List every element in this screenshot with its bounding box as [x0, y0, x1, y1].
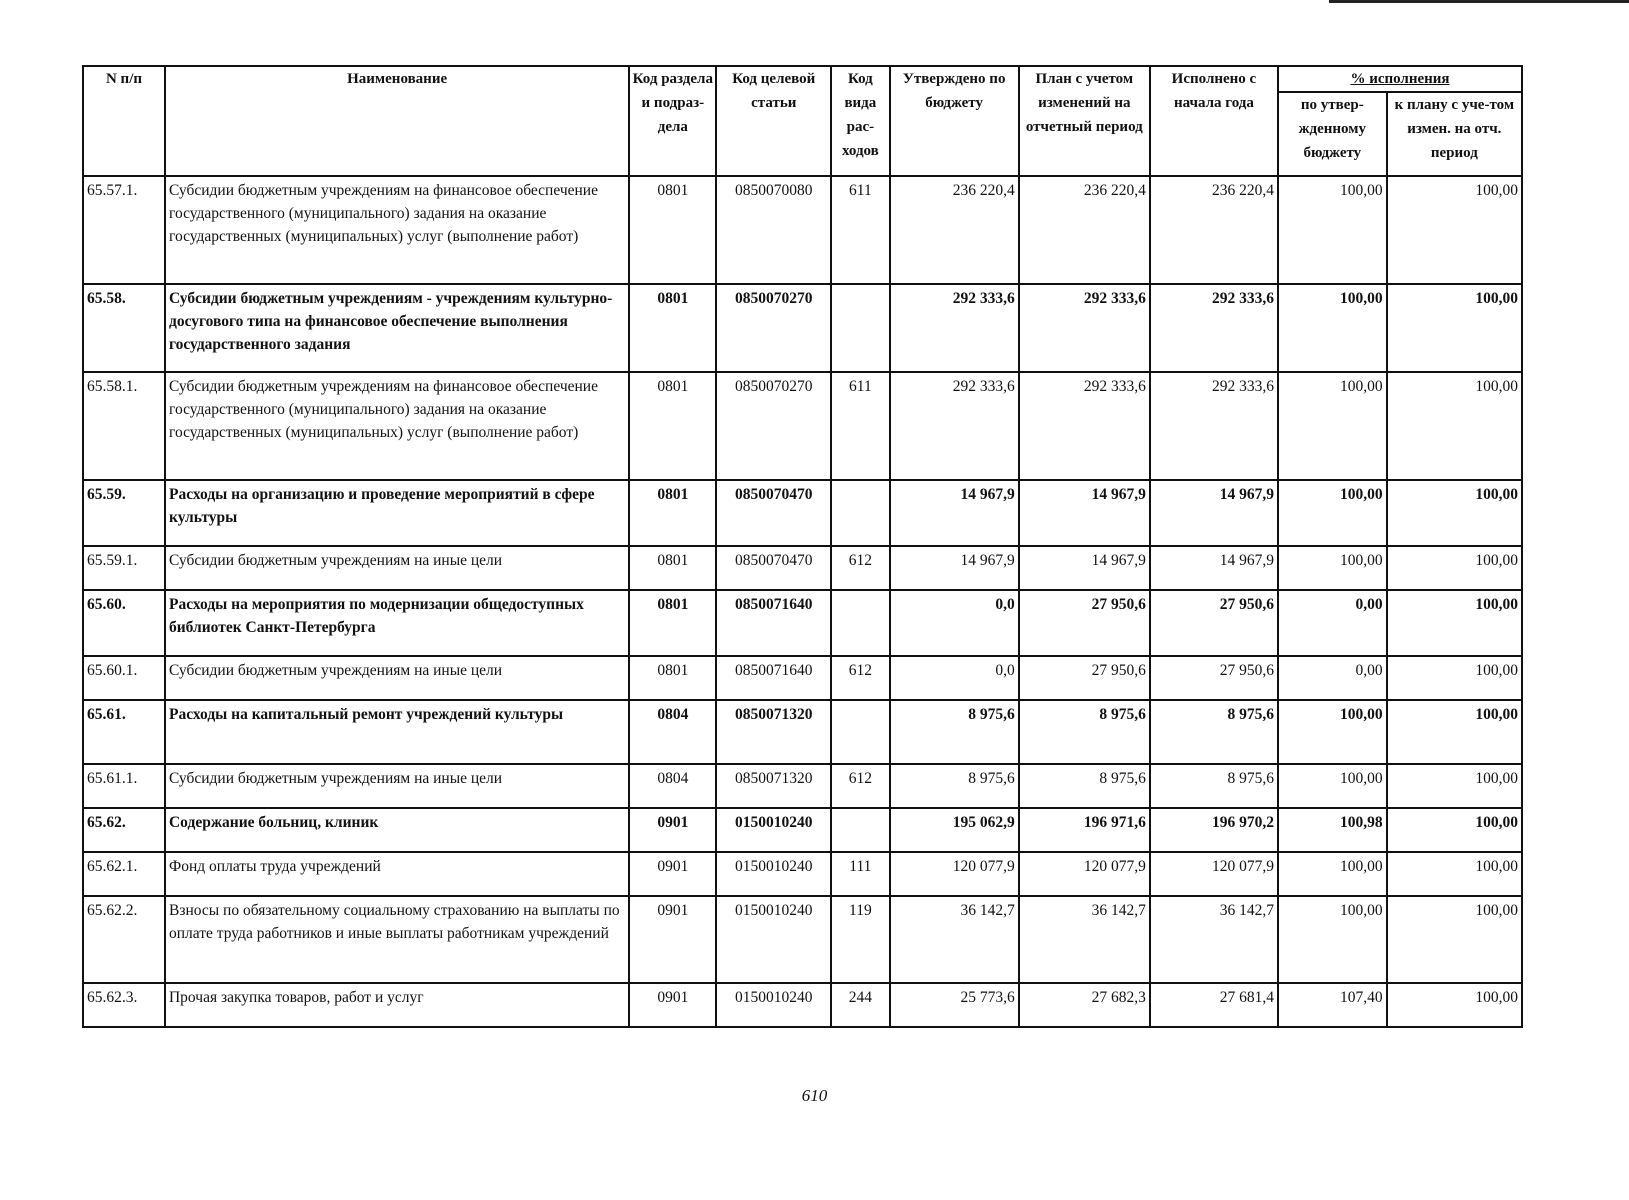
- col-head-num: N п/п: [83, 66, 165, 176]
- cell-pct-budget: 100,00: [1278, 546, 1387, 590]
- cell-razdel: 0801: [629, 546, 716, 590]
- cell-utv: 195 062,9: [890, 808, 1019, 852]
- cell-celevaya: 0150010240: [716, 983, 831, 1027]
- cell-isp: 292 333,6: [1150, 372, 1278, 480]
- cell-pct-budget: 100,00: [1278, 176, 1387, 284]
- cell-plan: 292 333,6: [1019, 284, 1150, 372]
- cell-utv: 25 773,6: [890, 983, 1019, 1027]
- cell-celevaya: 0150010240: [716, 808, 831, 852]
- cell-isp: 27 950,6: [1150, 590, 1278, 656]
- cell-name: Взносы по обязательному социальному страхованию на выплаты по оплате труда работников и иные выплаты работникам учреждений: [165, 896, 629, 983]
- cell-razdel: 0801: [629, 284, 716, 372]
- cell-celevaya: 0150010240: [716, 896, 831, 983]
- col-head-plan: План с учетом изменений на отчетный период: [1019, 66, 1150, 176]
- col-head-razdel: Код раздела и подраз-дела: [629, 66, 716, 176]
- cell-vid: [831, 808, 889, 852]
- table-row: [83, 372, 1522, 480]
- cell-name: Субсидии бюджетным учреждениям на финансовое обеспечение государственного (муниципального) задания на оказание государственных (муниципальных) услуг (выполнение работ): [165, 372, 629, 480]
- cell-celevaya: 0850070270: [716, 372, 831, 480]
- cell-pct-plan: 100,00: [1387, 808, 1522, 852]
- cell-pct-budget: 107,40: [1278, 983, 1387, 1027]
- cell-vid: 111: [831, 852, 889, 896]
- col-head-celevaya: Код целевой статьи: [716, 66, 831, 176]
- cell-num: 65.59.: [83, 480, 165, 546]
- cell-pct-plan: 100,00: [1387, 546, 1522, 590]
- cell-pct-budget: 100,98: [1278, 808, 1387, 852]
- cell-num: 65.60.: [83, 590, 165, 656]
- cell-pct-plan: 100,00: [1387, 176, 1522, 284]
- cell-name: Субсидии бюджетным учреждениям - учреждениям культурно-досугового типа на финансовое обеспечение выполнения государственного задания: [165, 284, 629, 372]
- cell-razdel: 0801: [629, 480, 716, 546]
- cell-plan: 27 950,6: [1019, 590, 1150, 656]
- table-row: [83, 546, 1522, 590]
- cell-pct-budget: 100,00: [1278, 896, 1387, 983]
- cell-utv: 36 142,7: [890, 896, 1019, 983]
- scan-edge-line: [1329, 0, 1629, 3]
- table-row: [83, 700, 1522, 764]
- cell-plan: 27 682,3: [1019, 983, 1150, 1027]
- cell-celevaya: 0850071640: [716, 656, 831, 700]
- cell-pct-plan: 100,00: [1387, 284, 1522, 372]
- cell-name: Расходы на организацию и проведение мероприятий в сфере культуры: [165, 480, 629, 546]
- cell-name: Субсидии бюджетным учреждениям на иные цели: [165, 656, 629, 700]
- cell-utv: 8 975,6: [890, 700, 1019, 764]
- table-row: [83, 656, 1522, 700]
- table-row: [83, 808, 1522, 852]
- cell-razdel: 0804: [629, 700, 716, 764]
- cell-vid: 612: [831, 764, 889, 808]
- cell-plan: 292 333,6: [1019, 372, 1150, 480]
- cell-pct-plan: 100,00: [1387, 656, 1522, 700]
- cell-razdel: 0901: [629, 896, 716, 983]
- cell-pct-budget: 100,00: [1278, 700, 1387, 764]
- cell-utv: 292 333,6: [890, 284, 1019, 372]
- cell-pct-plan: 100,00: [1387, 764, 1522, 808]
- cell-num: 65.61.: [83, 700, 165, 764]
- cell-pct-plan: 100,00: [1387, 590, 1522, 656]
- table-row: [83, 176, 1522, 284]
- cell-plan: 120 077,9: [1019, 852, 1150, 896]
- cell-utv: 292 333,6: [890, 372, 1019, 480]
- cell-celevaya: 0850070080: [716, 176, 831, 284]
- cell-pct-budget: 0,00: [1278, 590, 1387, 656]
- cell-utv: 8 975,6: [890, 764, 1019, 808]
- cell-isp: 292 333,6: [1150, 284, 1278, 372]
- cell-vid: [831, 700, 889, 764]
- cell-celevaya: 0850070270: [716, 284, 831, 372]
- header-row-top: [83, 66, 1522, 92]
- cell-vid: 119: [831, 896, 889, 983]
- cell-plan: 236 220,4: [1019, 176, 1150, 284]
- cell-num: 65.58.1.: [83, 372, 165, 480]
- cell-vid: 611: [831, 372, 889, 480]
- cell-isp: 236 220,4: [1150, 176, 1278, 284]
- cell-num: 65.62.2.: [83, 896, 165, 983]
- table-row: [83, 284, 1522, 372]
- cell-razdel: 0901: [629, 852, 716, 896]
- cell-vid: [831, 480, 889, 546]
- budget-table: [82, 65, 1523, 1028]
- table-row: [83, 852, 1522, 896]
- cell-plan: 14 967,9: [1019, 480, 1150, 546]
- cell-num: 65.59.1.: [83, 546, 165, 590]
- cell-isp: 196 970,2: [1150, 808, 1278, 852]
- col-head-pct-plan: к плану с уче-том измен. на отч. период: [1387, 92, 1522, 176]
- page-number: 610: [801, 1086, 828, 1105]
- cell-plan: 8 975,6: [1019, 700, 1150, 764]
- col-head-isp: Исполнено с начала года: [1150, 66, 1278, 176]
- cell-num: 65.58.: [83, 284, 165, 372]
- cell-pct-budget: 100,00: [1278, 852, 1387, 896]
- cell-name: Содержание больниц, клиник: [165, 808, 629, 852]
- cell-name: Фонд оплаты труда учреждений: [165, 852, 629, 896]
- cell-utv: 0,0: [890, 656, 1019, 700]
- cell-celevaya: 0850070470: [716, 480, 831, 546]
- cell-pct-plan: 100,00: [1387, 700, 1522, 764]
- cell-utv: 14 967,9: [890, 546, 1019, 590]
- cell-name: Расходы на капитальный ремонт учреждений культуры: [165, 700, 629, 764]
- col-head-pct-budget: по утвер-жденному бюджету: [1278, 92, 1387, 176]
- col-head-name: Наименование: [165, 66, 629, 176]
- cell-pct-budget: 0,00: [1278, 656, 1387, 700]
- cell-name: Расходы на мероприятия по модернизации общедоступных библиотек Санкт-Петербурга: [165, 590, 629, 656]
- cell-razdel: 0801: [629, 590, 716, 656]
- cell-vid: 611: [831, 176, 889, 284]
- table-row: [83, 983, 1522, 1027]
- cell-razdel: 0801: [629, 176, 716, 284]
- cell-pct-budget: 100,00: [1278, 764, 1387, 808]
- cell-razdel: 0801: [629, 656, 716, 700]
- cell-num: 65.62.1.: [83, 852, 165, 896]
- cell-num: 65.60.1.: [83, 656, 165, 700]
- cell-plan: 196 971,6: [1019, 808, 1150, 852]
- cell-name: Субсидии бюджетным учреждениям на финансовое обеспечение государственного (муниципального) задания на оказание государственных (муниципальных) услуг (выполнение работ): [165, 176, 629, 284]
- cell-isp: 36 142,7: [1150, 896, 1278, 983]
- cell-razdel: 0901: [629, 808, 716, 852]
- table-row: [83, 480, 1522, 546]
- cell-name: Субсидии бюджетным учреждениям на иные цели: [165, 764, 629, 808]
- cell-vid: [831, 590, 889, 656]
- cell-name: Субсидии бюджетным учреждениям на иные цели: [165, 546, 629, 590]
- table-row: [83, 590, 1522, 656]
- cell-name: Прочая закупка товаров, работ и услуг: [165, 983, 629, 1027]
- cell-utv: 14 967,9: [890, 480, 1019, 546]
- cell-celevaya: 0850071320: [716, 700, 831, 764]
- cell-pct-plan: 100,00: [1387, 983, 1522, 1027]
- cell-pct-plan: 100,00: [1387, 852, 1522, 896]
- cell-utv: 120 077,9: [890, 852, 1019, 896]
- cell-num: 65.62.: [83, 808, 165, 852]
- cell-vid: 244: [831, 983, 889, 1027]
- table-body: [83, 176, 1522, 1027]
- cell-isp: 14 967,9: [1150, 546, 1278, 590]
- cell-plan: 14 967,9: [1019, 546, 1150, 590]
- cell-num: 65.62.3.: [83, 983, 165, 1027]
- cell-razdel: 0901: [629, 983, 716, 1027]
- cell-pct-plan: 100,00: [1387, 480, 1522, 546]
- cell-pct-plan: 100,00: [1387, 372, 1522, 480]
- cell-utv: 236 220,4: [890, 176, 1019, 284]
- col-head-vid: Код вида рас-ходов: [831, 66, 889, 176]
- cell-vid: 612: [831, 656, 889, 700]
- cell-plan: 27 950,6: [1019, 656, 1150, 700]
- cell-isp: 8 975,6: [1150, 700, 1278, 764]
- table-row: [83, 764, 1522, 808]
- cell-isp: 120 077,9: [1150, 852, 1278, 896]
- cell-plan: 8 975,6: [1019, 764, 1150, 808]
- cell-pct-budget: 100,00: [1278, 372, 1387, 480]
- cell-pct-budget: 100,00: [1278, 284, 1387, 372]
- table-row: [83, 896, 1522, 983]
- cell-utv: 0,0: [890, 590, 1019, 656]
- cell-vid: 612: [831, 546, 889, 590]
- col-head-utv: Утверждено по бюджету: [890, 66, 1019, 176]
- cell-razdel: 0804: [629, 764, 716, 808]
- cell-celevaya: 0850071640: [716, 590, 831, 656]
- cell-isp: 27 681,4: [1150, 983, 1278, 1027]
- cell-isp: 8 975,6: [1150, 764, 1278, 808]
- cell-razdel: 0801: [629, 372, 716, 480]
- cell-num: 65.61.1.: [83, 764, 165, 808]
- cell-num: 65.57.1.: [83, 176, 165, 284]
- cell-celevaya: 0850071320: [716, 764, 831, 808]
- cell-isp: 27 950,6: [1150, 656, 1278, 700]
- cell-vid: [831, 284, 889, 372]
- cell-celevaya: 0850070470: [716, 546, 831, 590]
- cell-pct-plan: 100,00: [1387, 896, 1522, 983]
- cell-plan: 36 142,7: [1019, 896, 1150, 983]
- cell-celevaya: 0150010240: [716, 852, 831, 896]
- cell-pct-budget: 100,00: [1278, 480, 1387, 546]
- col-head-pct-title: % исполнения: [1278, 66, 1522, 92]
- cell-isp: 14 967,9: [1150, 480, 1278, 546]
